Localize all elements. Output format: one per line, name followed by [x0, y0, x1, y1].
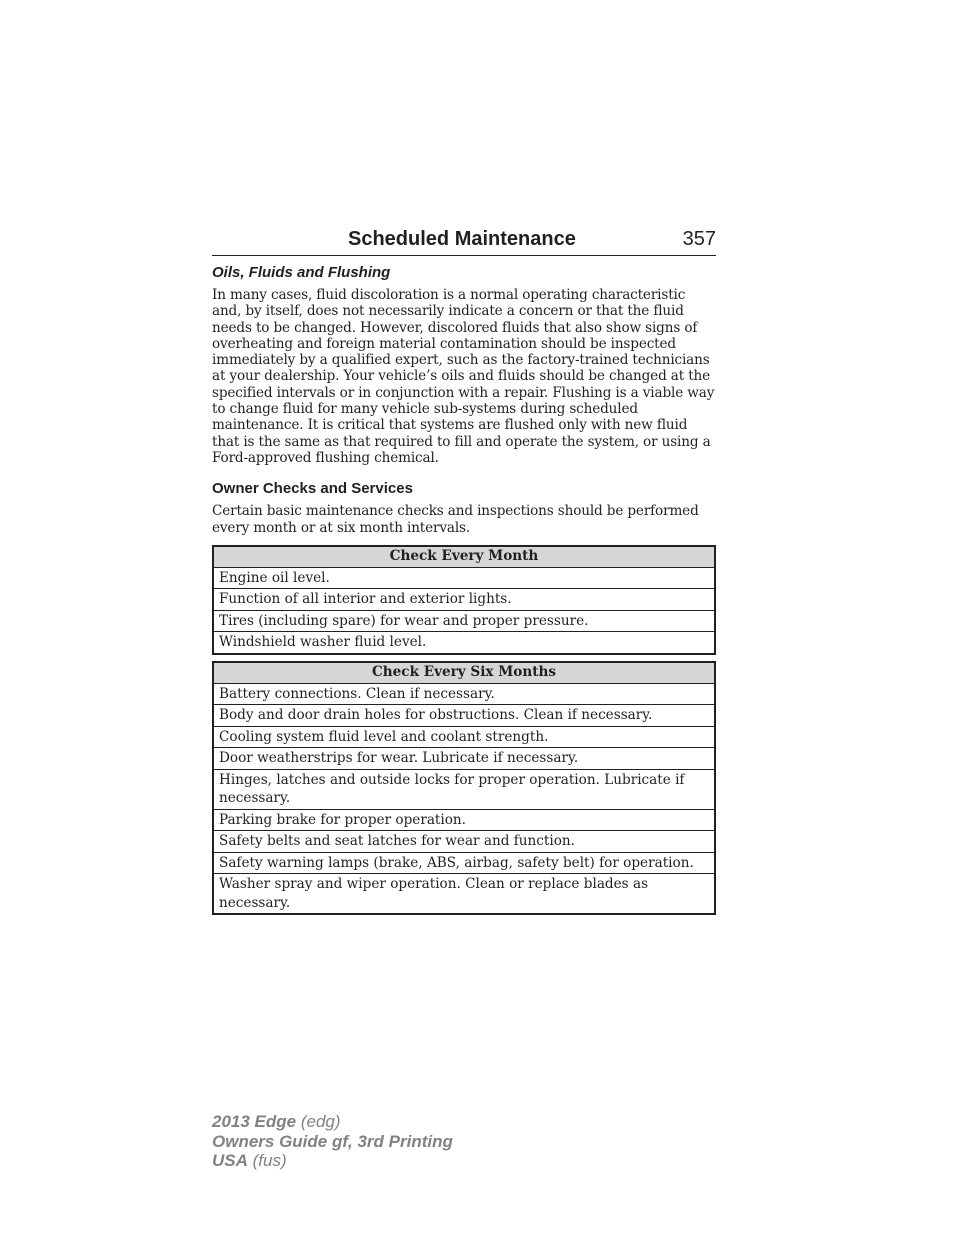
table-row — [213, 769, 715, 809]
table-row — [213, 683, 715, 705]
monthly-checks-table — [212, 545, 716, 655]
footer-guide: Owners Guide gf, 3rd Printing — [212, 1131, 453, 1151]
table-row — [213, 589, 715, 611]
table-cell: Parking brake for proper operation. — [213, 809, 715, 831]
section-paragraph-owner-checks: Certain basic maintenance checks and inspections should be performed every month or at six month intervals. — [212, 503, 699, 536]
table-row — [213, 705, 715, 727]
section-heading-oils-fluids: Oils, Fluids and Flushing — [212, 264, 391, 281]
table-cell: Function of all interior and exterior lights. — [213, 589, 715, 611]
table-header: Check Every Month — [213, 546, 715, 568]
table-row — [213, 726, 715, 748]
section-paragraph-oils-fluids: In many cases, fluid discoloration is a normal operating characteristic and, by itself, does not necessarily indicate a concern or that the fluid needs to be changed. However, discolored fluids that also show signs of overheating and foreign material contamination should be inspected immediately by a qualified expert, such as the factory-trained technicians at your dealership. Your vehicle’s oils and fluids should be changed at the specified intervals or in conjunction with a repair. Flushing is a viable way to change fluid for many vehicle sub-systems during scheduled maintenance. It is critical that systems are flushed only with new fluid that is the same as that required to fill and operate the system, or using a Ford-approved flushing chemical. — [212, 287, 715, 466]
table-cell: Windshield washer fluid level. — [213, 632, 715, 654]
table-row — [213, 831, 715, 853]
table-header: Check Every Six Months — [213, 662, 715, 684]
footer-market: USA — [212, 1151, 248, 1170]
table-cell: Safety warning lamps (brake, ABS, airbag, safety belt) for operation. — [213, 852, 715, 874]
table-cell: Body and door drain holes for obstructions. Clean if necessary. — [213, 705, 715, 727]
table-cell: Safety belts and seat latches for wear and function. — [213, 831, 715, 853]
footer-model-code: (edg) — [300, 1112, 341, 1131]
page-header — [212, 228, 716, 256]
footer-line-model — [212, 1112, 453, 1132]
page-title: Scheduled Maintenance — [348, 228, 576, 250]
table-row — [213, 567, 715, 589]
page-number: 357 — [682, 228, 716, 250]
table-row — [213, 874, 715, 915]
table-row — [213, 809, 715, 831]
page-content — [212, 228, 716, 915]
table-cell: Cooling system fluid level and coolant strength. — [213, 726, 715, 748]
table-row — [213, 748, 715, 770]
footer-market-code: (fus) — [252, 1151, 287, 1170]
table-cell: Door weatherstrips for wear. Lubricate if necessary. — [213, 748, 715, 770]
table-row — [213, 632, 715, 654]
table-row — [213, 852, 715, 874]
table-cell: Engine oil level. — [213, 567, 715, 589]
six-month-checks-table — [212, 661, 716, 916]
page-footer — [212, 1112, 453, 1171]
footer-model: 2013 Edge — [212, 1112, 297, 1131]
table-cell: Washer spray and wiper operation. Clean or replace blades as necessary. — [213, 874, 715, 915]
table-cell: Hinges, latches and outside locks for proper operation. Lubricate if necessary. — [213, 769, 715, 809]
footer-line-guide — [212, 1132, 453, 1152]
table-cell: Battery connections. Clean if necessary. — [213, 683, 715, 705]
table-row — [213, 610, 715, 632]
footer-line-market — [212, 1151, 453, 1171]
section-heading-owner-checks: Owner Checks and Services — [212, 480, 413, 498]
table-cell: Tires (including spare) for wear and proper pressure. — [213, 610, 715, 632]
